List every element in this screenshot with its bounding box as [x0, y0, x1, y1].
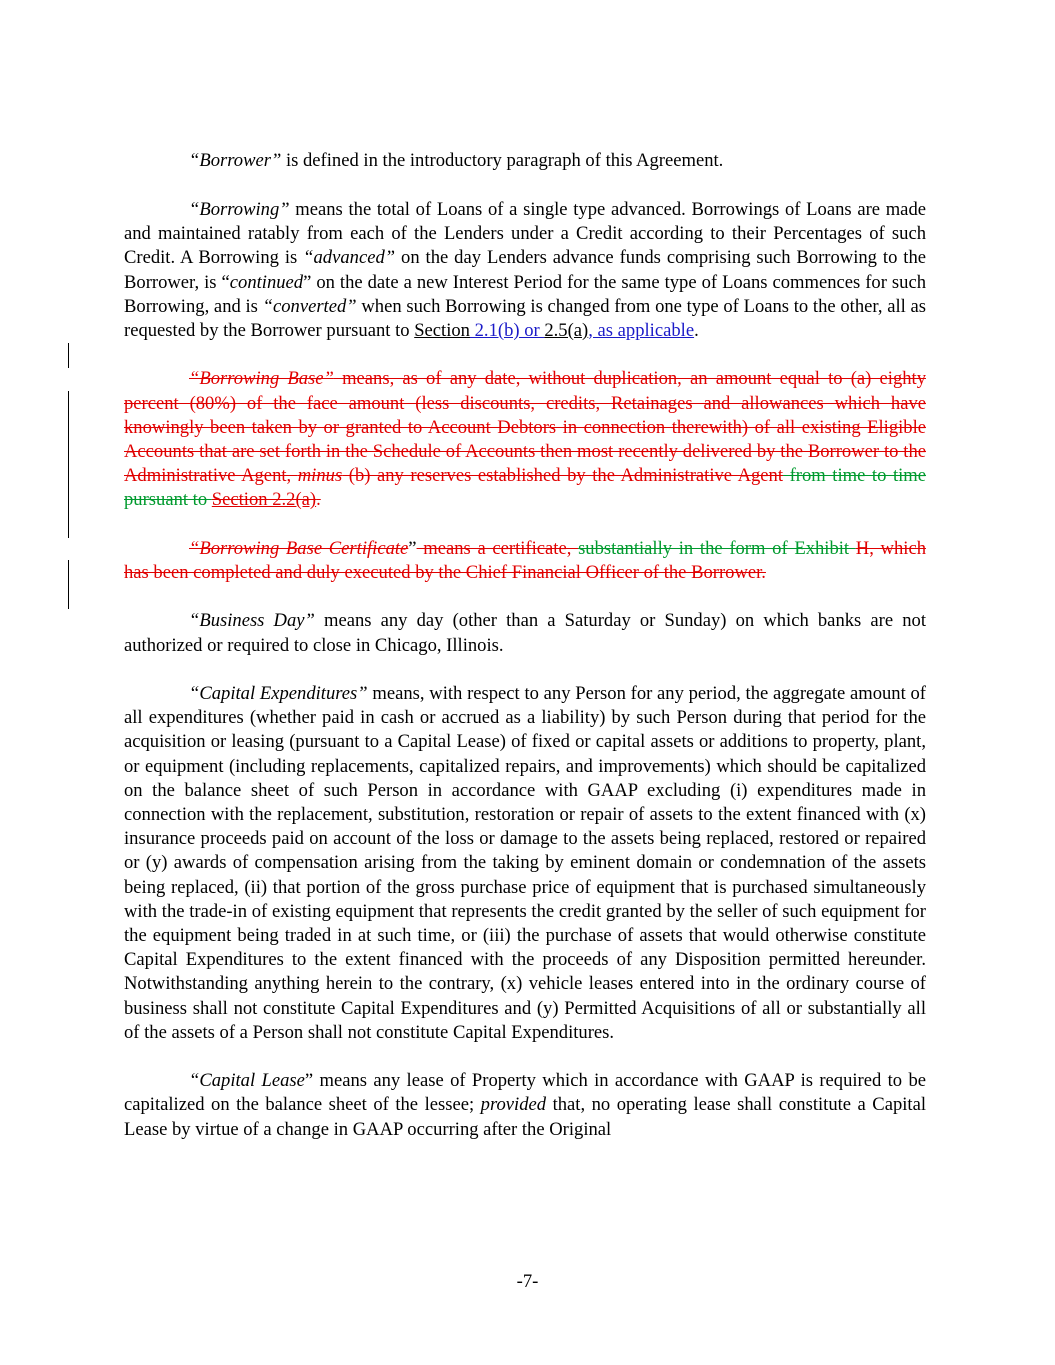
change-bar	[68, 343, 69, 368]
inserted-text: 2.1(b) or	[469, 320, 545, 342]
page-number: -7-	[516, 1271, 539, 1292]
section-reference: 2.5(a)	[544, 320, 589, 342]
moved-text: substantially in the form of Exhibit	[578, 537, 856, 559]
defined-term-converted: “converted”	[262, 295, 357, 317]
definition-text: ” on the date a new Interest Period for the same type of Loans commences for such Borrowing, and is	[124, 271, 926, 317]
definition-borrowing-base	[124, 367, 926, 512]
definition-text: on the day Lenders advance funds comprising such Borrowing to the Borrower, is “	[124, 247, 927, 293]
moved-text: from time to time pursuant to	[124, 465, 927, 511]
deleted-defined-term: “Borrowing Base Certificate	[189, 537, 409, 559]
deleted-text: .	[316, 489, 321, 511]
defined-term: “Borrowing”	[189, 199, 290, 220]
change-bar	[68, 560, 69, 609]
definition-capital-lease	[124, 1069, 926, 1142]
defined-term: “Capital Expenditures”	[189, 683, 368, 704]
definition-text: means any day (other than a Saturday or Sunday) on which banks are not authorized or required to close in Chicago, Illinois.	[124, 610, 926, 656]
definition-text: means, with respect to any Person for any period, the aggregate amount of all expenditures (whether paid in cash or accrued as a liability) by such Person during that period for the acquisition or leasing (pursuant to a Capital Lease) of fixed or capital assets or additions to property, plant, or equipment (including replacements, capitalized repairs, and improvements) which should be capitalized on the balance sheet of such Person in accordance with GAAP excluding (i) expenditures made in connection with the replacement, substitution, restoration or repair of assets to the extent financed with (x) insurance proceeds paid on account of the loss or damage to the assets being replaced, restored or repaired or (y) awards of compensation arising from the taking by eminent domain or condemnation of the assets being replaced, (ii) that portion of the gross purchase price of equipment that is purchased simultaneously with the trade-in of existing equipment that represents the credit granted by the seller of such equipment for the equipment being traded in at such time, or (iii) the purchase of assets that would otherwise constitute Capital Expenditures to the extent financed with the proceeds of any Disposition permitted hereunder. Notwithstanding anything herein to the contrary, (x) vehicle leases entered into in the ordinary course of business shall not constitute Capital Expenditures and (y) Permitted Acquisitions of all or substantially all of the assets of a Person shall not constitute Capital Expenditures.	[124, 683, 926, 1043]
defined-term-continued: continued	[229, 271, 304, 293]
punctuation: .	[694, 320, 699, 342]
definition-text: when such Borrowing is changed from one type of Loans to the other, all as requested by the Borrower pursuant to	[124, 295, 926, 342]
definitions-flow	[124, 198, 926, 1166]
deleted-defined-term: “Borrowing Base”	[189, 368, 334, 390]
definition-borrowing-base-certificate	[124, 537, 926, 585]
defined-term: “Borrower”	[189, 150, 282, 171]
definition-text: that, no operating lease shall constitute a Capital Lease by virtue of a change in GAAP occurring after the Original	[124, 1094, 927, 1140]
definition-text: means any lease of Property which in accordance with GAAP is required to be capitalized on the balance sheet of the lessee;	[124, 1070, 926, 1116]
emphasis-provided: provided	[480, 1094, 547, 1116]
section-reference: Section	[414, 320, 470, 342]
punctuation: ”	[304, 1070, 314, 1092]
deleted-text: minus	[297, 465, 343, 487]
definition-borrower	[124, 149, 926, 197]
punctuation: ”	[408, 537, 417, 559]
deleted-text: means a certificate,	[416, 537, 579, 559]
defined-term: “Capital Lease	[189, 1070, 305, 1092]
defined-term-advanced: “advanced”	[303, 247, 396, 269]
deleted-text: (b) any reserves established by the Administrative Agent	[342, 465, 784, 487]
deleted-text: H, which has been completed and duly executed by the Chief Financial Officer of the Borrower.	[124, 537, 926, 584]
definition-borrowing	[124, 198, 926, 343]
defined-term: “Business Day”	[189, 610, 315, 632]
deleted-text: means, as of any date, without duplication, an amount equal to (a) eighty percent (80%) of the face amount (less discounts, credits, Retainages and allowances which have knowingly been taken by or granted to Account Debtors in connection therewith) of all existing Eligible Accounts that are set forth in the Schedule of Accounts then most recently delivered by the Borrower to the Administrative Agent,	[124, 368, 926, 487]
definition-text: is defined in the introductory paragraph of this Agreement.	[281, 150, 724, 171]
change-bar	[68, 391, 69, 538]
inserted-text: , as applicable	[588, 320, 695, 342]
deleted-section-reference: Section 2.2(a)	[211, 489, 317, 511]
definition-capital-expenditures	[124, 682, 926, 1045]
definition-text: means the total of Loans of a single type advanced. Borrowings of Loans are made and maintained ratably from each of the Lenders under a Credit according to their Percentages of such Credit. A Borrowing is	[124, 199, 926, 269]
definition-business-day	[124, 609, 926, 657]
